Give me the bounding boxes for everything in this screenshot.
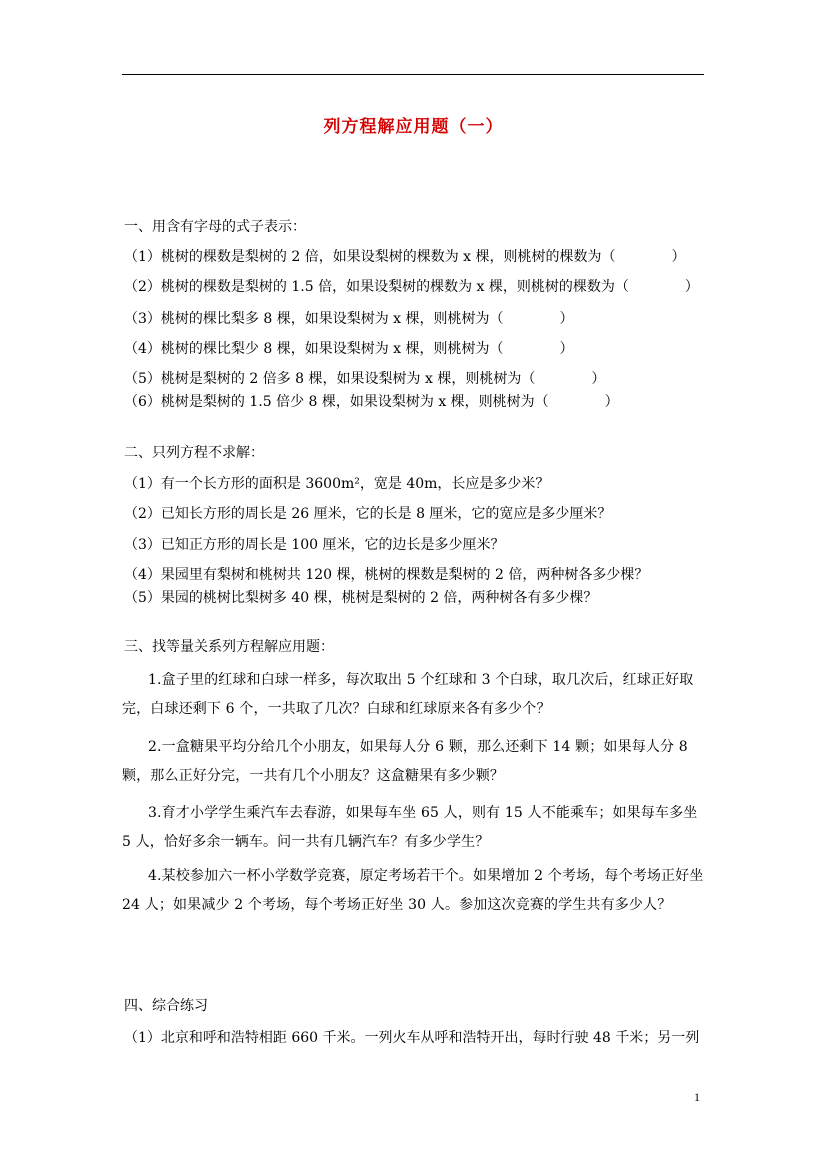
section-2-item-4: （4）果园里有梨树和桃树共 120 棵，桃树的棵数是梨树的 2 倍，两种树各多少棵？: [124, 567, 649, 583]
header-rule: [122, 74, 704, 75]
section-2-item-2: （2）已知长方形的周长是 26 厘米，它的长是 8 厘米，它的宽应是多少厘米？: [124, 506, 612, 522]
section-1-item-6: （6）桃树是梨树的 1.5 倍少 8 棵，如果设梨树为 x 棵，则桃树为（ ）: [124, 394, 619, 410]
section-1-item-4: （4）桃树的棵比梨少 8 棵，如果设梨树为 x 棵，则桃树为（ ）: [124, 341, 574, 357]
section-2-heading: 二、只列方程不求解：: [124, 445, 264, 461]
section-1-item-3: （3）桃树的棵比梨多 8 棵，如果设梨树为 x 棵，则桃树为（ ）: [124, 311, 574, 327]
section-3-problem-3: 3.育才小学学生乘汽车去春游，如果每车坐 65 人，则有 15 人不能乘车；如果每车多坐 5 人，恰好多余一辆车。问一共有几辆汽车？有多少学生？: [122, 805, 698, 850]
section-4-heading: 四、综合练习: [124, 998, 208, 1014]
section-3-heading: 三、找等量关系列方程解应用题：: [124, 639, 334, 655]
section-1-item-2: （2）桃树的棵数是梨树的 1.5 倍，如果设梨树的棵数为 x 棵，则桃树的棵数为（ ）: [124, 279, 699, 295]
section-4-item-1: （1）北京和呼和浩特相距 660 千米。一列火车从呼和浩特开出，每时行驶 48 千米；另一列: [124, 1030, 700, 1046]
section-3-problem-2: 2.一盒糖果平均分给几个小朋友，如果每人分 6 颗，那么还剩下 14 颗；如果每人分 8 颗，那么正好分完，一共有几个小朋友？这盒糖果有多少颗？: [122, 739, 688, 784]
section-2-item-1: （1）有一个长方形的面积是 3600m²，宽是 40m，长应是多少米？: [124, 476, 550, 492]
section-2-item-5: （5）果园的桃树比梨树多 40 棵，桃树是梨树的 2 倍，两种树各有多少棵？: [124, 590, 598, 606]
section-3-problem-1: 1.盒子里的红球和白球一样多，每次取出 5 个红球和 3 个白球，取几次后，红球正好取完，白球还剩下 6 个，一共取了几次？白球和红球原来各有多少个？: [122, 672, 694, 717]
section-1-item-1: （1）桃树的棵数是梨树的 2 倍，如果设梨树的棵数为 x 棵，则桃树的棵数为（ ）: [124, 249, 686, 265]
section-2-item-3: （3）已知正方形的周长是 100 厘米，它的边长是多少厘米？: [124, 537, 505, 553]
page-number: 1: [694, 1090, 700, 1104]
page-title: 列方程解应用题（一）: [323, 117, 504, 137]
section-1-item-5: （5）桃树是梨树的 2 倍多 8 棵，如果设梨树为 x 棵，则桃树为（ ）: [124, 371, 606, 387]
section-1-heading: 一、用含有字母的式子表示：: [124, 219, 306, 235]
section-3-problem-4: 4.某校参加六一杯小学数学竞赛，原定考场若干个。如果增加 2 个考场，每个考场正好坐 24 人；如果减少 2 个考场，每个考场正好坐 30 人。参加这次竞赛的学生共有多少人？: [122, 868, 704, 913]
